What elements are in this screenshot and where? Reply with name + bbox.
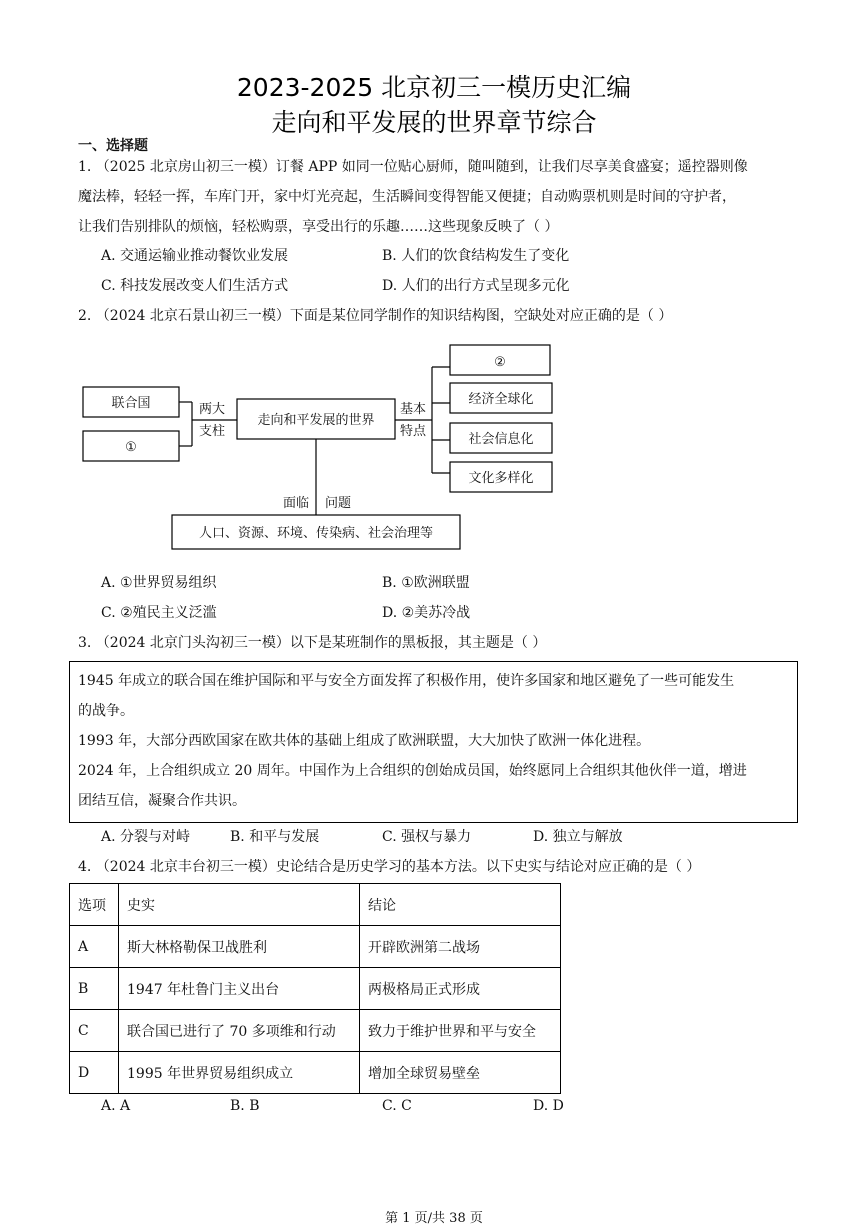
table-header-cell: 史实 <box>119 884 360 926</box>
q1-option-d: D. 人们的出行方式呈现多元化 <box>382 278 570 294</box>
diagram-right-label-2: 特点 <box>399 424 427 439</box>
diagram-center-label: 走向和平发展的世界 <box>257 413 375 428</box>
q1-option-b: B. 人们的饮食结构发生了变化 <box>382 248 570 264</box>
table-cell: 联合国已进行了 70 多项维和行动 <box>119 1010 360 1052</box>
board-line: 的战争。 <box>78 703 134 719</box>
page-number: 第 1 页/共 38 页 <box>385 1211 483 1226</box>
q2-option-d: D. ②美苏冷战 <box>382 605 471 621</box>
table-cell: B <box>70 968 119 1010</box>
board-line: 2024 年，上合组织成立 20 周年。中国作为上合组织的创始成员国，始终愿同上合组织其他伙伴一道，增进 <box>78 763 747 779</box>
diagram-box-globalization-label: 经济全球化 <box>468 392 534 407</box>
diagram-right-label-1: 基本 <box>399 402 427 417</box>
q3-option-c: C. 强权与暴力 <box>382 829 472 845</box>
knowledge-structure-diagram <box>0 0 868 560</box>
diagram-box-blank-2-label: ② <box>494 355 506 370</box>
document-title-line1: 2023-2025 北京初三一模历史汇编 <box>236 73 632 102</box>
table-cell: 增加全球贸易壁垒 <box>360 1052 561 1094</box>
table-cell: C <box>70 1010 119 1052</box>
q2-option-c: C. ②殖民主义泛滥 <box>101 605 217 621</box>
diagram-bottom-label-2: 问题 <box>324 496 352 511</box>
q4-option-c: C. C <box>382 1098 412 1114</box>
diagram-bottom-box-label: 人口、资源、环境、传染病、社会治理等 <box>198 526 434 541</box>
board-line: 1945 年成立的联合国在维护国际和平与安全方面发挥了积极作用，使许多国家和地区避免了一些可能发生 <box>78 673 735 689</box>
q1-option-a: A. 交通运输业推动餐饮业发展 <box>101 248 289 264</box>
q4-option-b: B. B <box>230 1098 260 1114</box>
table-cell: 开辟欧洲第二战场 <box>360 926 561 968</box>
diagram-box-diversity-label: 文化多样化 <box>468 471 534 486</box>
history-facts-table <box>69 883 561 1094</box>
question-4-stem: 4. （2024 北京丰台初三一模）史论结合是历史学习的基本方法。以下史实与结论对应正确的是（ ） <box>78 859 701 875</box>
board-line: 团结互信，凝聚合作共识。 <box>78 793 246 809</box>
question-3-stem: 3. （2024 北京门头沟初三一模）以下是某班制作的黑板报，其主题是（ ） <box>78 635 547 651</box>
document-title-line2: 走向和平发展的世界章节综合 <box>271 108 597 137</box>
q3-option-d: D. 独立与解放 <box>533 829 623 845</box>
q4-option-a: A. A <box>101 1098 131 1114</box>
table-cell: 两极格局正式形成 <box>360 968 561 1010</box>
table-header-cell: 结论 <box>360 884 561 926</box>
question-1-line: 让我们告别排队的烦恼，轻松购票，享受出行的乐趣……这些现象反映了（ ） <box>78 219 559 235</box>
diagram-box-blank-1-label: ① <box>125 440 137 455</box>
table-cell: 斯大林格勒保卫战胜利 <box>119 926 360 968</box>
q3-option-a: A. 分裂与对峙 <box>101 829 191 845</box>
diagram-box-informatization-label: 社会信息化 <box>468 432 534 447</box>
table-row <box>70 1010 561 1052</box>
section-heading: 一、选择题 <box>78 138 148 154</box>
table-row <box>70 926 561 968</box>
blackboard-newspaper-box <box>69 661 798 823</box>
q2-option-b: B. ①欧洲联盟 <box>382 575 470 591</box>
q3-option-b: B. 和平与发展 <box>230 829 320 845</box>
diagram-bottom-label-1: 面临 <box>282 496 310 511</box>
diagram-box-un-label: 联合国 <box>111 396 151 411</box>
table-cell: 致力于维护世界和平与安全 <box>360 1010 561 1052</box>
question-1-line: 魔法棒，轻轻一挥，车库门开，家中灯光亮起，生活瞬间变得智能又便捷；自动购票机则是时间的守护者， <box>78 189 736 205</box>
table-header-cell: 选项 <box>70 884 119 926</box>
board-line: 1993 年，大部分西欧国家在欧共体的基础上组成了欧洲联盟，大大加快了欧洲一体化进程。 <box>78 733 651 749</box>
table-cell: D <box>70 1052 119 1094</box>
table-cell: 1995 年世界贸易组织成立 <box>119 1052 360 1094</box>
table-cell: 1947 年杜鲁门主义出台 <box>119 968 360 1010</box>
q4-option-d: D. D <box>533 1098 564 1114</box>
diagram-left-label-2: 支柱 <box>198 424 226 439</box>
question-2-stem: 2. （2024 北京石景山初三一模）下面是某位同学制作的知识结构图，空缺处对应正确的是（ ） <box>78 308 673 324</box>
table-cell: A <box>70 926 119 968</box>
table-row <box>70 1052 561 1094</box>
q1-option-c: C. 科技发展改变人们生活方式 <box>101 278 289 294</box>
diagram-left-label-1: 两大 <box>198 402 226 417</box>
q2-option-a: A. ①世界贸易组织 <box>101 575 217 591</box>
table-row <box>70 968 561 1010</box>
table-header-row <box>70 884 561 926</box>
question-1-line: 1. （2025 北京房山初三一模）订餐 APP 如同一位贴心厨师，随叫随到，让我们尽享美食盛宴；遥控器则像 <box>78 159 748 175</box>
